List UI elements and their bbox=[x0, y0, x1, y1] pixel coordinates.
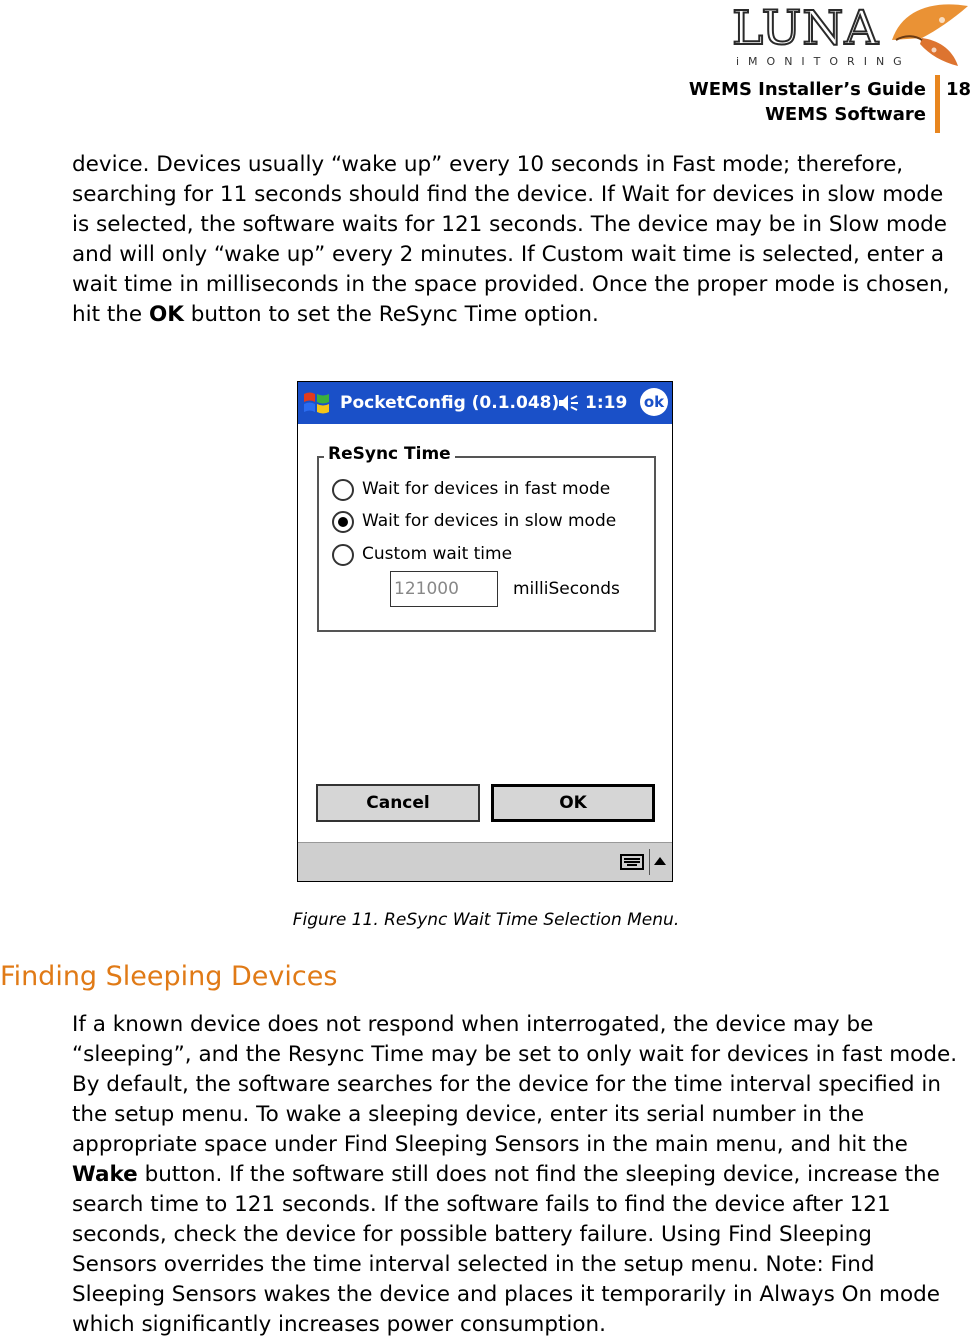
cancel-button[interactable]: Cancel bbox=[316, 784, 480, 822]
butterfly-icon bbox=[882, 0, 972, 72]
radio-label: Wait for devices in slow mode bbox=[362, 511, 617, 531]
paragraph-text: button. If the software still does not find the sleeping device, increase the search time to 121 seconds. If the software fails to find the device after 121 seconds, check the device for possible battery failure. Using Find Sleeping Sensors overrides the time interval selected in the setup menu. Note: Find Sleeping Sensors wakes the device and places it temporarily in Always On mode which significantly increases power consumption. bbox=[72, 1162, 940, 1337]
up-arrow-icon[interactable] bbox=[654, 857, 666, 865]
logo-subtext: iMONITORING bbox=[736, 55, 911, 68]
keyboard-icon[interactable] bbox=[620, 853, 644, 871]
paragraph-text: button to set the ReSync Time option. bbox=[183, 302, 599, 327]
section-title: WEMS Software bbox=[765, 104, 926, 125]
title-bar bbox=[298, 382, 672, 424]
ok-title-button[interactable]: ok bbox=[640, 388, 668, 416]
windows-start-icon[interactable] bbox=[300, 386, 334, 420]
wake-emphasis: Wake bbox=[72, 1162, 138, 1187]
milliseconds-label: milliSeconds bbox=[513, 579, 620, 599]
radio-button[interactable] bbox=[332, 479, 354, 501]
ok-button[interactable]: OK bbox=[491, 784, 655, 822]
clock[interactable]: 1:19 bbox=[585, 393, 628, 413]
custom-wait-input[interactable] bbox=[390, 571, 498, 607]
paragraph-text: device. Devices usually “wake up” every 10 seconds in Fast mode; therefore, searching for 11 seconds should find the device. If Wait for devices in slow mode is selected, the software waits for 121 seconds. The device may be in Slow mode and will only “wake up” every 2 minutes. If Custom wait time is selected, enter a wait time in milliseconds in the space provided. Once the proper mode is chosen, hit the bbox=[72, 152, 950, 327]
logo-text: LUNA bbox=[732, 1, 880, 56]
radio-label: Wait for devices in fast mode bbox=[362, 479, 611, 499]
header-divider bbox=[935, 75, 940, 133]
pocketconfig-screenshot bbox=[297, 381, 673, 882]
menu-bar bbox=[298, 842, 672, 881]
sleeping-devices-paragraph bbox=[72, 1010, 962, 1340]
page-number: 18 bbox=[946, 79, 972, 100]
guide-title: WEMS Installer’s Guide bbox=[688, 79, 926, 100]
group-title: ReSync Time bbox=[324, 442, 455, 466]
ok-emphasis: OK bbox=[148, 302, 184, 327]
app-title: PocketConfig (0.1.048) bbox=[340, 393, 560, 413]
radio-button[interactable] bbox=[332, 544, 354, 566]
figure-caption: Figure 11. ReSync Wait Time Selection Menu. bbox=[292, 910, 680, 930]
radio-button-selected[interactable] bbox=[332, 511, 354, 533]
paragraph-text: If a known device does not respond when interrogated, the device may be “sleeping”, and the Resync Time may be set to only wait for devices in fast mode. By default, the software searches for the device for the time interval specified in the setup menu. To wake a sleeping device, enter its serial number in the appropriate space under Find Sleeping Sensors in the main menu, and hit the bbox=[72, 1012, 958, 1157]
section-heading: Finding Sleeping Devices bbox=[0, 961, 338, 992]
radio-label: Custom wait time bbox=[362, 544, 513, 564]
speaker-icon[interactable] bbox=[557, 392, 579, 414]
luna-logo bbox=[726, 0, 972, 72]
separator bbox=[649, 849, 650, 875]
intro-paragraph bbox=[72, 150, 962, 330]
running-header bbox=[689, 77, 926, 127]
